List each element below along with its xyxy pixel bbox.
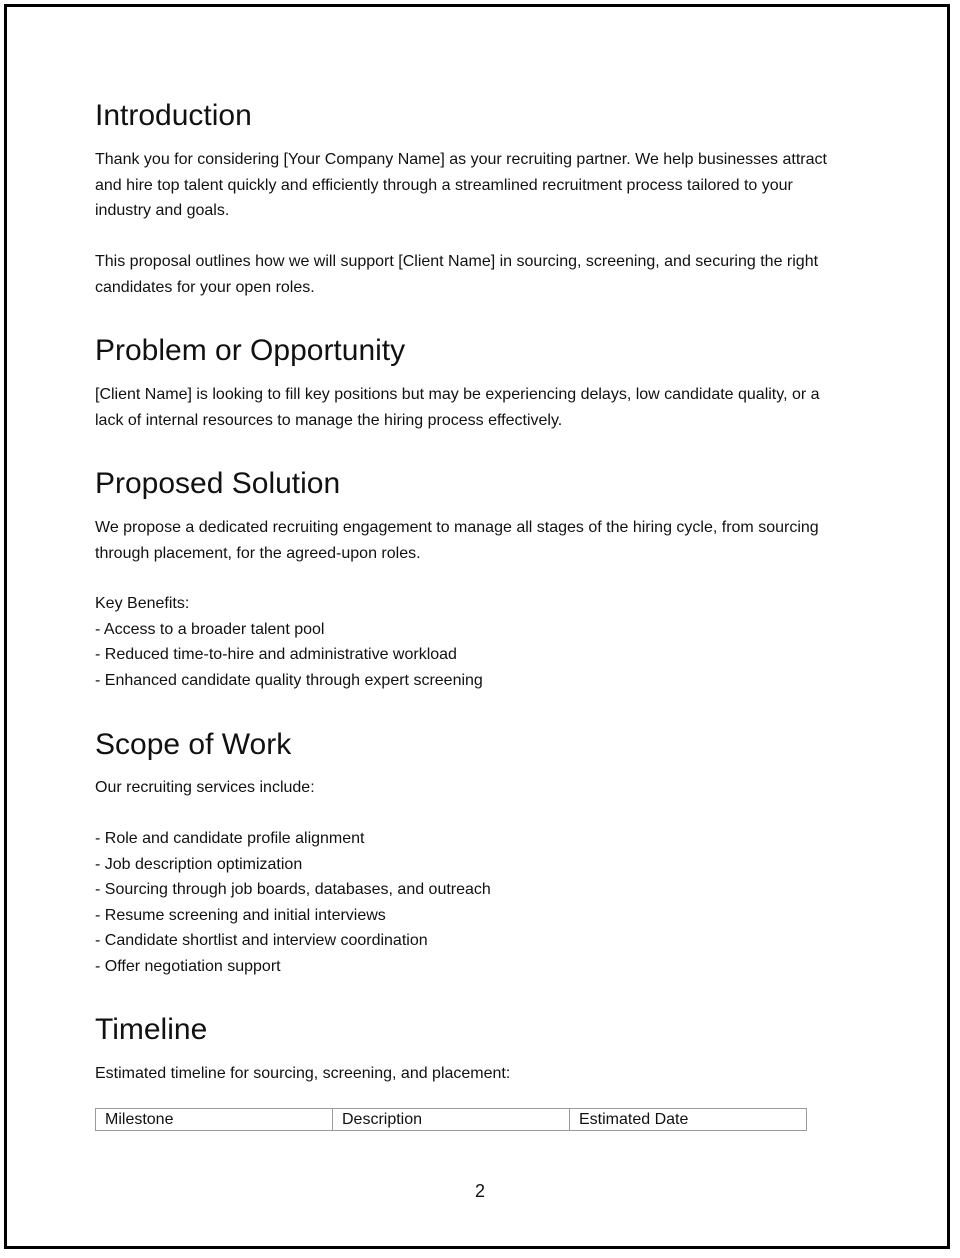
timeline-intro	[95, 1061, 875, 1087]
text-line: industry and goals.	[95, 202, 230, 219]
column-header-estimated-date: Estimated Date	[570, 1109, 807, 1131]
text-line: Our recruiting services include:	[95, 779, 315, 796]
scope-heading: Scope of Work	[95, 728, 292, 761]
list-item: - Sourcing through job boards, databases, and outreach	[95, 881, 491, 898]
column-header-description: Description	[333, 1109, 570, 1131]
list-item: - Job description optimization	[95, 855, 303, 873]
text-line: lack of internal resources to manage the hiring process effectively.	[95, 411, 563, 429]
text-line: We propose a dedicated recruiting engagement to manage all stages of the hiring cycle, from sourcing	[95, 519, 819, 536]
introduction-paragraph-2	[95, 249, 875, 300]
text-line: candidates for your open roles.	[95, 278, 315, 296]
page-number: 2	[474, 1181, 485, 1201]
list-item: - Role and candidate profile alignment	[95, 830, 365, 847]
scope-intro	[95, 775, 875, 801]
solution-heading: Proposed Solution	[95, 467, 341, 500]
text-line: through placement, for the agreed-upon roles.	[95, 544, 421, 562]
list-item: - Offer negotiation support	[95, 957, 281, 975]
list-item: - Resume screening and initial interviews	[95, 906, 386, 924]
text-line: and hire top talent quickly and efficiently through a streamlined recruitment process tailored to your	[95, 176, 793, 194]
key-benefits-list	[95, 591, 875, 693]
scope-list	[95, 826, 875, 979]
table-header-row	[96, 1109, 807, 1131]
timeline-heading: Timeline	[95, 1013, 208, 1046]
column-header-milestone: Milestone	[96, 1109, 333, 1131]
text-line: Thank you for considering [Your Company Name] as your recruiting partner. We help businesses attract	[95, 151, 827, 168]
text-line: This proposal outlines how we will support [Client Name] in sourcing, screening, and securing the right	[95, 253, 819, 270]
problem-heading: Problem or Opportunity	[95, 334, 406, 367]
introduction-paragraph-1	[95, 147, 875, 224]
list-item: - Access to a broader talent pool	[95, 620, 325, 638]
introduction-heading: Introduction	[95, 99, 252, 132]
list-item: - Candidate shortlist and interview coordination	[95, 932, 428, 949]
text-line: Estimated timeline for sourcing, screening, and placement:	[95, 1065, 511, 1082]
problem-paragraph	[95, 382, 875, 433]
text-line: [Client Name] is looking to fill key positions but may be experiencing delays, low candidate quality, or a	[95, 386, 820, 403]
list-item: - Reduced time-to-hire and administrative workload	[95, 646, 457, 663]
key-benefits-title: Key Benefits:	[95, 595, 190, 612]
solution-paragraph	[95, 515, 875, 566]
timeline-table	[95, 1108, 807, 1131]
list-item: - Enhanced candidate quality through expert screening	[95, 671, 483, 689]
